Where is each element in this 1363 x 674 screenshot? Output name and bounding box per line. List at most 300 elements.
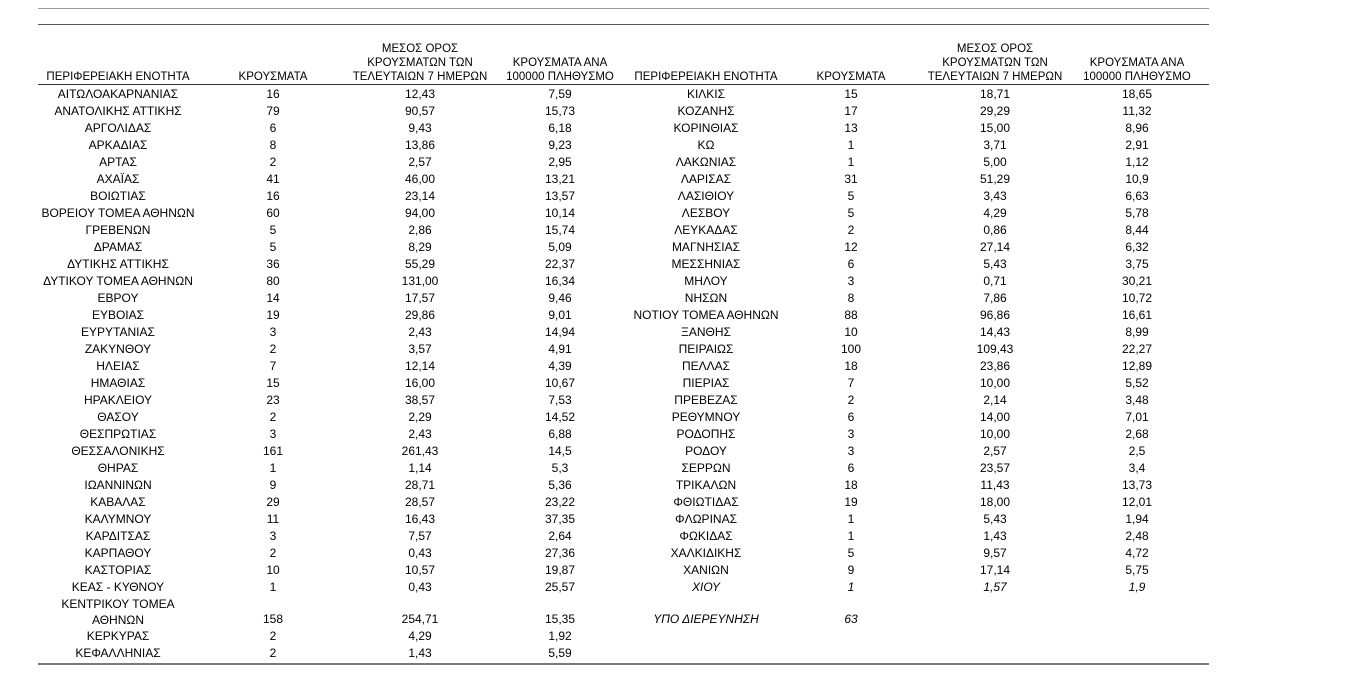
left-cases-cell: 6 [269, 121, 277, 135]
right-avg-cell: 1,57 [983, 580, 1007, 594]
right-name-cell: ΚΩ [697, 138, 715, 152]
left-name-cell: ΚΕΝΤΡΙΚΟΥ ΤΟΜΕΑ ΑΘΗΝΩΝ [61, 597, 175, 627]
left-per100k-cell: 25,57 [544, 580, 576, 594]
left-per100k-cell: 7,59 [548, 87, 572, 101]
left-name-cell: ΒΟΡΕΙΟΥ ΤΟΜΕΑ ΑΘΗΝΩΝ [41, 206, 195, 220]
left-name-cell: ΙΩΑΝΝΙΝΩΝ [84, 478, 152, 492]
top-rule [38, 8, 1209, 9]
data-table [38, 86, 1209, 662]
table-row [38, 120, 1209, 137]
right-cases-cell: 63 [844, 612, 858, 626]
header-region-left [38, 34, 198, 84]
right-per100k-cell: 22,27 [1121, 342, 1153, 356]
left-name-cell: ΗΡΑΚΛΕΙΟΥ [83, 393, 153, 407]
right-cases-cell: 1 [847, 580, 855, 594]
table-row [38, 460, 1209, 477]
left-name-cell: ΔΥΤΙΚΟΥ ΤΟΜΕΑ ΑΘΗΝΩΝ [43, 274, 193, 288]
left-avg-cell: 9,43 [408, 121, 432, 135]
left-per100k-cell: 22,37 [544, 257, 576, 271]
right-avg-cell: 96,86 [979, 308, 1011, 322]
right-name-cell: ΠΕΛΛΑΣ [681, 359, 731, 373]
right-avg-cell: 18,71 [979, 87, 1011, 101]
right-name-cell: ΛΕΥΚΑΔΑΣ [674, 223, 738, 237]
right-name-cell: ΠΡΕΒΕΖΑΣ [674, 393, 738, 407]
right-per100k-cell: 8,99 [1125, 325, 1149, 339]
left-avg-cell: 90,57 [404, 104, 436, 118]
right-cases-cell: 31 [844, 172, 858, 186]
header-avg-line2: ΚΡΟΥΣΜΑΤΩΝ ΤΩΝ [942, 57, 1048, 69]
left-avg-cell: 55,29 [404, 257, 436, 271]
right-per100k-cell: 2,5 [1128, 444, 1146, 458]
left-cases-cell: 2 [269, 342, 277, 356]
right-cases-cell: 88 [844, 308, 858, 322]
right-name-cell: ΞΑΝΘΗΣ [681, 325, 731, 339]
left-avg-cell: 28,57 [404, 495, 436, 509]
left-avg-cell: 0,43 [408, 580, 432, 594]
left-per100k-cell: 9,01 [548, 308, 572, 322]
table-row [38, 154, 1209, 171]
right-per100k-cell: 10,9 [1125, 172, 1149, 186]
header-cases-label: ΚΡΟΥΣΜΑΤΑ [816, 71, 886, 83]
right-avg-cell: 0,71 [983, 274, 1007, 288]
right-name-cell: ΛΑΚΩΝΙΑΣ [675, 155, 737, 169]
left-cases-cell: 5 [269, 240, 277, 254]
right-cases-cell: 2 [847, 393, 855, 407]
right-avg-cell: 18,00 [979, 495, 1011, 509]
right-per100k-cell: 16,61 [1121, 308, 1153, 322]
left-per100k-cell: 5,36 [548, 478, 572, 492]
right-per100k-cell: 11,32 [1122, 104, 1152, 118]
header-per100k-line1: ΚΡΟΥΣΜΑΤΑ ΑΝΑ [512, 57, 608, 69]
right-avg-cell: 3,71 [983, 138, 1007, 152]
left-avg-cell: 16,43 [404, 512, 436, 526]
right-name-cell: ΤΡΙΚΑΛΩΝ [675, 478, 737, 492]
right-name-cell: ΧΑΝΙΩΝ [683, 563, 729, 577]
table-row [38, 239, 1209, 256]
left-per100k-cell: 14,94 [544, 325, 576, 339]
table-row [38, 562, 1209, 579]
header-region-label: ΠΕΡΙΦΕΡΕΙΑΚΗ ΕΝΟΤΗΤΑ [46, 71, 190, 83]
left-cases-cell: 3 [269, 427, 277, 441]
left-avg-cell: 1,43 [408, 646, 432, 660]
left-avg-cell: 38,57 [404, 393, 436, 407]
right-cases-cell: 6 [847, 461, 855, 475]
right-cases-cell: 1 [847, 138, 855, 152]
right-avg-cell: 27,14 [979, 240, 1011, 254]
right-avg-cell: 5,43 [983, 512, 1007, 526]
right-cases-cell: 10 [844, 325, 858, 339]
right-name-cell: ΦΩΚΙΔΑΣ [679, 529, 733, 543]
right-cases-cell: 1 [847, 155, 855, 169]
left-cases-cell: 3 [269, 325, 277, 339]
right-name-cell: ΜΑΓΝΗΣΙΑΣ [671, 240, 741, 254]
left-name-cell: ΕΒΡΟΥ [97, 291, 139, 305]
header-avg-line1: ΜΕΣΟΣ ΟΡΟΣ [381, 43, 459, 55]
right-name-cell: ΣΕΡΡΩΝ [681, 461, 731, 475]
left-name-cell: ΚΑΣΤΟΡΙΑΣ [84, 563, 152, 577]
right-avg-cell: 15,00 [979, 121, 1011, 135]
right-cases-cell: 9 [847, 563, 855, 577]
right-cases-cell: 5 [847, 206, 855, 220]
left-cases-cell: 14 [266, 291, 280, 305]
header-per100k-line2: 100000 ΠΛΗΘΥΣΜΟ [506, 71, 614, 83]
right-per100k-cell: 3,48 [1125, 393, 1149, 407]
right-per100k-cell: 8,96 [1125, 121, 1149, 135]
left-cases-cell: 158 [262, 612, 284, 626]
left-cases-cell: 15 [266, 376, 280, 390]
left-per100k-cell: 13,57 [544, 189, 576, 203]
right-cases-cell: 18 [844, 478, 858, 492]
right-name-cell: ΦΘΙΩΤΙΔΑΣ [673, 495, 739, 509]
left-avg-cell: 2,86 [408, 223, 432, 237]
right-name-cell: ΦΛΩΡΙΝΑΣ [675, 512, 737, 526]
table-row [38, 205, 1209, 222]
table-row [38, 645, 1209, 662]
right-avg-cell: 17,14 [979, 563, 1011, 577]
header-avg-line1: ΜΕΣΟΣ ΟΡΟΣ [956, 43, 1034, 55]
left-name-cell: ΗΜΑΘΙΑΣ [90, 376, 146, 390]
left-per100k-cell: 19,87 [544, 563, 576, 577]
left-avg-cell: 2,29 [408, 410, 432, 424]
right-cases-cell: 18 [844, 359, 858, 373]
table-row [38, 273, 1209, 290]
table-row [38, 409, 1209, 426]
left-name-cell: ΚΕΡΚΥΡΑΣ [86, 629, 150, 643]
left-name-cell: ΗΛΕΙΑΣ [96, 359, 140, 373]
right-name-cell: ΠΕΙΡΑΙΩΣ [678, 342, 734, 356]
right-per100k-cell: 13,73 [1121, 478, 1153, 492]
left-name-cell: ΑΡΚΑΔΙΑΣ [88, 138, 148, 152]
header-region-right [626, 34, 786, 84]
left-cases-cell: 79 [266, 104, 280, 118]
left-cases-cell: 11 [266, 512, 280, 526]
header-avg-line3: ΤΕΛΕΥΤΑΙΩΝ 7 ΗΜΕΡΩΝ [352, 71, 488, 83]
left-avg-cell: 16,00 [404, 376, 436, 390]
left-cases-cell: 16 [266, 189, 280, 203]
left-avg-cell: 12,43 [404, 87, 436, 101]
right-avg-cell: 11,43 [980, 478, 1010, 492]
right-name-cell: ΧΙΟΥ [691, 580, 721, 594]
right-avg-cell: 1,43 [983, 529, 1007, 543]
left-avg-cell: 46,00 [404, 172, 436, 186]
left-avg-cell: 29,86 [404, 308, 436, 322]
left-per100k-cell: 27,36 [544, 546, 576, 560]
left-name-cell: ΑΙΤΩΛΟΑΚΑΡΝΑΝΙΑΣ [57, 87, 179, 101]
left-avg-cell: 2,43 [408, 427, 432, 441]
left-avg-cell: 8,29 [408, 240, 432, 254]
right-cases-cell: 3 [847, 274, 855, 288]
header-avg-line2: ΚΡΟΥΣΜΑΤΩΝ ΤΩΝ [367, 57, 473, 69]
table-row [38, 477, 1209, 494]
table-row [38, 528, 1209, 545]
table-row [38, 103, 1209, 120]
right-cases-cell: 1 [847, 512, 855, 526]
left-name-cell: ΚΑΡΠΑΘΟΥ [84, 546, 152, 560]
right-per100k-cell: 3,75 [1125, 257, 1149, 271]
right-per100k-cell: 5,52 [1125, 376, 1149, 390]
right-name-cell: ΛΕΣΒΟΥ [681, 206, 731, 220]
right-name-cell: ΚΟΖΑΝΗΣ [677, 104, 735, 118]
header-avg-line3: ΤΕΛΕΥΤΑΙΩΝ 7 ΗΜΕΡΩΝ [927, 71, 1063, 83]
right-per100k-cell: 5,75 [1125, 563, 1149, 577]
left-name-cell: ΔΥΤΙΚΗΣ ΑΤΤΙΚΗΣ [67, 257, 169, 271]
left-avg-cell: 23,14 [404, 189, 436, 203]
right-per100k-cell: 6,63 [1125, 189, 1149, 203]
left-per100k-cell: 37,35 [544, 512, 576, 526]
left-cases-cell: 19 [266, 308, 280, 322]
right-name-cell: ΚΟΡΙΝΘΙΑΣ [673, 121, 739, 135]
left-cases-cell: 16 [266, 87, 280, 101]
left-per100k-cell: 5,09 [548, 240, 572, 254]
right-cases-cell: 15 [844, 87, 858, 101]
right-avg-cell: 23,57 [979, 461, 1011, 475]
right-name-cell: ΧΑΛΚΙΔΙΚΗΣ [670, 546, 742, 560]
right-name-cell: ΛΑΣΙΘΙΟΥ [677, 189, 735, 203]
right-cases-cell: 1 [847, 529, 855, 543]
left-per100k-cell: 2,64 [548, 529, 572, 543]
right-name-cell: ΥΠΟ ΔΙΕΡΕΥΝΗΣΗ [653, 612, 759, 626]
table-row [38, 256, 1209, 273]
right-per100k-cell: 30,21 [1121, 274, 1153, 288]
left-cases-cell: 2 [269, 546, 277, 560]
right-per100k-cell: 18,65 [1121, 87, 1153, 101]
right-cases-cell: 12 [844, 240, 858, 254]
right-per100k-cell: 2,91 [1125, 138, 1149, 152]
right-cases-cell: 8 [847, 291, 855, 305]
left-cases-cell: 7 [269, 359, 277, 373]
right-cases-cell: 6 [847, 410, 855, 424]
right-per100k-cell: 1,12 [1125, 155, 1149, 169]
table-row [38, 579, 1209, 596]
right-name-cell: ΡΟΔΟΠΗΣ [676, 427, 736, 441]
header-per100k-line2: 100000 ΠΛΗΘΥΣΜΟ [1083, 71, 1191, 83]
header-per100k-line1: ΚΡΟΥΣΜΑΤΑ ΑΝΑ [1089, 57, 1185, 69]
left-per100k-cell: 9,23 [548, 138, 572, 152]
right-per100k-cell: 12,01 [1121, 495, 1153, 509]
left-cases-cell: 9 [269, 478, 277, 492]
table-row [38, 188, 1209, 205]
right-cases-cell: 7 [847, 376, 855, 390]
left-per100k-cell: 5,59 [548, 646, 572, 660]
left-name-cell: ΓΡΕΒΕΝΩΝ [85, 223, 151, 237]
left-cases-cell: 2 [269, 646, 277, 660]
left-avg-cell: 261,43 [401, 444, 439, 458]
left-avg-cell: 3,57 [408, 342, 432, 356]
table-row [38, 290, 1209, 307]
left-name-cell: ΚΑΒΑΛΑΣ [90, 495, 146, 509]
left-cases-cell: 1 [269, 461, 277, 475]
right-name-cell: ΛΑΡΙΣΑΣ [680, 172, 732, 186]
table-row [38, 375, 1209, 392]
left-avg-cell: 28,71 [404, 478, 436, 492]
left-avg-cell: 131,00 [401, 274, 439, 288]
left-cases-cell: 29 [266, 495, 280, 509]
left-name-cell: ΘΕΣΠΡΩΤΙΑΣ [79, 427, 157, 441]
header-rule [38, 24, 1209, 25]
left-avg-cell: 2,43 [408, 325, 432, 339]
right-cases-cell: 13 [844, 121, 858, 135]
right-cases-cell: 5 [847, 189, 855, 203]
right-cases-cell: 100 [840, 342, 862, 356]
right-per100k-cell: 10,72 [1121, 291, 1153, 305]
header-per100k-right [1072, 34, 1202, 84]
left-avg-cell: 1,14 [408, 461, 432, 475]
right-avg-cell: 14,43 [979, 325, 1011, 339]
left-name-cell: ΚΑΡΔΙΤΣΑΣ [85, 529, 151, 543]
right-name-cell: ΚΙΛΚΙΣ [686, 87, 726, 101]
left-avg-cell: 7,57 [408, 529, 432, 543]
left-name-cell: ΕΥΡΥΤΑΝΙΑΣ [81, 325, 155, 339]
left-avg-cell: 12,14 [404, 359, 436, 373]
table-row [38, 392, 1209, 409]
table-row [38, 443, 1209, 460]
left-avg-cell: 4,29 [408, 629, 432, 643]
right-avg-cell: 9,57 [983, 546, 1007, 560]
left-cases-cell: 41 [266, 172, 280, 186]
left-cases-cell: 36 [266, 257, 280, 271]
header-underline [38, 84, 1209, 85]
right-per100k-cell: 2,68 [1125, 427, 1149, 441]
header-cases-label: ΚΡΟΥΣΜΑΤΑ [238, 71, 308, 83]
right-avg-cell: 7,86 [983, 291, 1007, 305]
table-row [38, 358, 1209, 375]
right-name-cell: ΝΟΤΙΟΥ ΤΟΜΕΑ ΑΘΗΝΩΝ [633, 308, 779, 322]
right-per100k-cell: 1,94 [1125, 512, 1149, 526]
right-avg-cell: 2,57 [983, 444, 1007, 458]
table-row [38, 222, 1209, 239]
left-name-cell: ΖΑΚΥΝΘΟΥ [84, 342, 152, 356]
bottom-rule [38, 663, 1209, 665]
table-row [38, 545, 1209, 562]
right-cases-cell: 6 [847, 257, 855, 271]
right-avg-cell: 51,29 [979, 172, 1011, 186]
right-per100k-cell: 4,72 [1125, 546, 1149, 560]
right-avg-cell: 29,29 [979, 104, 1011, 118]
right-cases-cell: 5 [847, 546, 855, 560]
left-name-cell: ΘΗΡΑΣ [97, 461, 139, 475]
left-per100k-cell: 10,14 [544, 206, 576, 220]
right-avg-cell: 109,43 [976, 342, 1014, 356]
left-name-cell: ΚΕΦΑΛΛΗΝΙΑΣ [75, 646, 161, 660]
left-name-cell: ΚΕΑΣ - ΚΥΘΝΟΥ [71, 580, 165, 594]
left-name-cell: ΑΧΑΪΑΣ [96, 172, 140, 186]
left-cases-cell: 3 [269, 529, 277, 543]
right-name-cell: ΝΗΣΩΝ [684, 291, 728, 305]
right-avg-cell: 23,86 [979, 359, 1011, 373]
right-avg-cell: 10,00 [979, 427, 1011, 441]
left-name-cell: ΑΡΤΑΣ [99, 155, 137, 169]
right-per100k-cell: 6,32 [1125, 240, 1149, 254]
left-per100k-cell: 15,35 [544, 612, 576, 626]
header-avg-left [345, 34, 495, 84]
right-per100k-cell: 7,01 [1125, 410, 1149, 424]
header-avg-right [920, 34, 1070, 84]
left-cases-cell: 80 [266, 274, 280, 288]
left-avg-cell: 13,86 [404, 138, 436, 152]
table-row [38, 171, 1209, 188]
left-per100k-cell: 13,21 [544, 172, 576, 186]
table-row [38, 307, 1209, 324]
right-avg-cell: 5,43 [983, 257, 1007, 271]
right-cases-cell: 19 [844, 495, 858, 509]
header-region-label: ΠΕΡΙΦΕΡΕΙΑΚΗ ΕΝΟΤΗΤΑ [634, 71, 778, 83]
left-cases-cell: 60 [266, 206, 280, 220]
left-per100k-cell: 6,88 [548, 427, 572, 441]
right-name-cell: ΡΕΘΥΜΝΟΥ [671, 410, 741, 424]
left-name-cell: ΘΕΣΣΑΛΟΝΙΚΗΣ [71, 444, 165, 458]
left-avg-cell: 17,57 [404, 291, 436, 305]
right-name-cell: ΜΕΣΣΗΝΙΑΣ [671, 257, 741, 271]
left-per100k-cell: 10,67 [544, 376, 576, 390]
left-avg-cell: 2,57 [408, 155, 432, 169]
right-per100k-cell: 1,9 [1128, 580, 1146, 594]
right-avg-cell: 0,86 [983, 223, 1007, 237]
left-avg-cell: 0,43 [408, 546, 432, 560]
left-name-cell: ΔΡΑΜΑΣ [93, 240, 143, 254]
left-cases-cell: 161 [262, 444, 284, 458]
left-per100k-cell: 16,34 [544, 274, 576, 288]
left-avg-cell: 10,57 [404, 563, 436, 577]
left-per100k-cell: 14,5 [548, 444, 572, 458]
left-name-cell: ΚΑΛΥΜΝΟΥ [84, 512, 152, 526]
left-name-cell: ΕΥΒΟΙΑΣ [91, 308, 145, 322]
left-per100k-cell: 5,3 [551, 461, 569, 475]
right-avg-cell: 4,29 [983, 206, 1007, 220]
left-per100k-cell: 15,73 [544, 104, 576, 118]
left-per100k-cell: 14,52 [544, 410, 576, 424]
left-per100k-cell: 7,53 [548, 393, 572, 407]
table-row [38, 137, 1209, 154]
left-name-cell: ΑΡΓΟΛΙΔΑΣ [84, 121, 152, 135]
right-cases-cell: 3 [847, 427, 855, 441]
header-cases-right [806, 34, 896, 84]
left-per100k-cell: 1,92 [548, 629, 572, 643]
table-row [38, 341, 1209, 358]
right-name-cell: ΡΟΔΟΥ [685, 444, 727, 458]
left-cases-cell: 2 [269, 629, 277, 643]
left-name-cell: ΘΑΣΟΥ [97, 410, 139, 424]
right-avg-cell: 3,43 [983, 189, 1007, 203]
right-cases-cell: 2 [847, 223, 855, 237]
right-per100k-cell: 5,78 [1125, 206, 1149, 220]
left-per100k-cell: 6,18 [548, 121, 572, 135]
left-cases-cell: 1 [269, 580, 277, 594]
left-cases-cell: 23 [266, 393, 280, 407]
left-cases-cell: 5 [269, 223, 277, 237]
left-name-cell: ΑΝΑΤΟΛΙΚΗΣ ΑΤΤΙΚΗΣ [54, 104, 182, 118]
left-cases-cell: 8 [269, 138, 277, 152]
left-cases-cell: 2 [269, 155, 277, 169]
left-per100k-cell: 23,22 [544, 495, 576, 509]
left-per100k-cell: 2,95 [548, 155, 572, 169]
table-row [38, 596, 1209, 628]
left-per100k-cell: 15,74 [544, 223, 576, 237]
table-row [38, 511, 1209, 528]
left-name-cell: ΒΟΙΩΤΙΑΣ [90, 189, 146, 203]
left-per100k-cell: 4,91 [548, 342, 572, 356]
table-row [38, 426, 1209, 443]
table-row [38, 628, 1209, 645]
left-avg-cell: 94,00 [404, 206, 436, 220]
left-avg-cell: 254,71 [401, 612, 439, 626]
right-avg-cell: 14,00 [979, 410, 1011, 424]
right-per100k-cell: 3,4 [1128, 461, 1146, 475]
left-cases-cell: 10 [266, 563, 280, 577]
right-cases-cell: 3 [847, 444, 855, 458]
table-row [38, 324, 1209, 341]
right-avg-cell: 10,00 [979, 376, 1011, 390]
right-per100k-cell: 12,89 [1121, 359, 1153, 373]
